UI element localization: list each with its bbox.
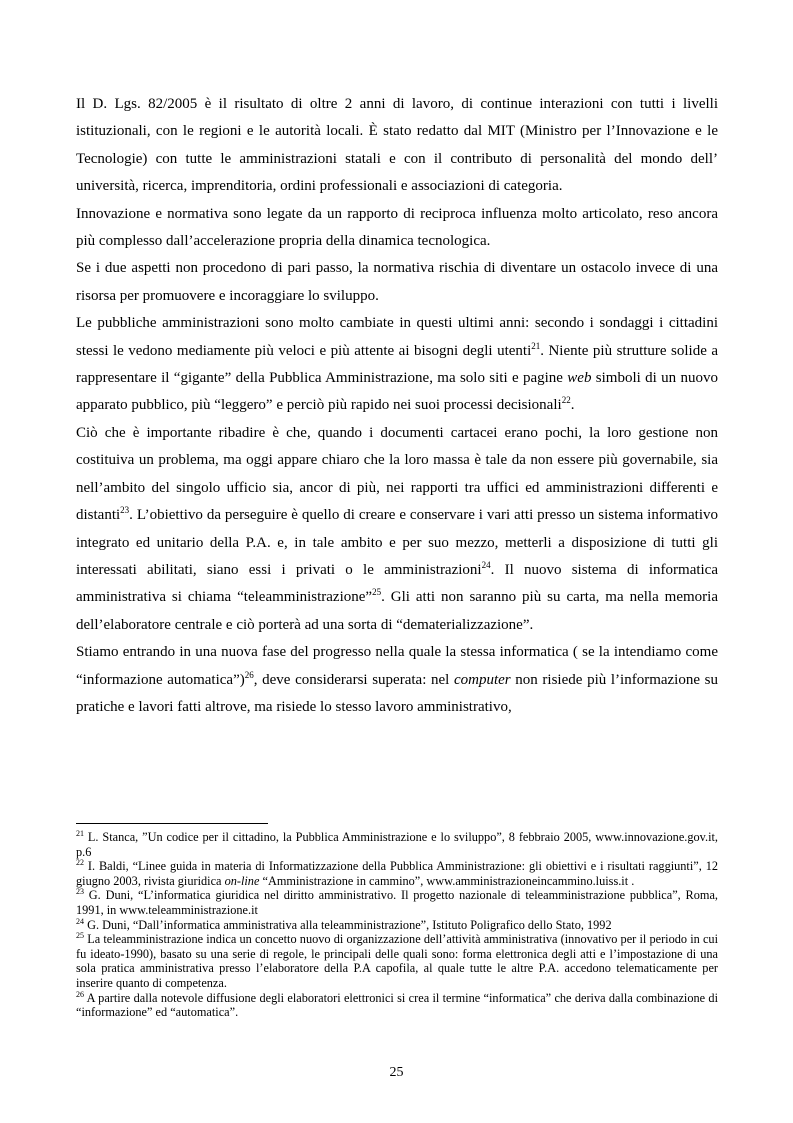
footnote-number: 25: [76, 931, 84, 941]
footnote-ref[interactable]: 24: [481, 559, 491, 570]
footnote-ref[interactable]: 23: [120, 505, 130, 516]
paragraph-text: . Gli atti non saranno più su carta, ma nella memoria dell’elaboratore centrale e ciò porterà ad una sorta di “dematerializzazione”.: [76, 589, 718, 633]
paragraph-2: [76, 201, 718, 256]
footnote-number: 21: [76, 829, 84, 838]
footnote-ref[interactable]: 25: [372, 587, 382, 598]
footnote-22: [76, 859, 718, 888]
footnote-number: 26: [76, 989, 84, 999]
footnote-text: L. Stanca, ”Un codice per il cittadino, la Pubblica Amministrazione e lo sviluppo”, 8 febbraio 2005, www.innovazione.gov.it, p.6: [76, 830, 718, 859]
footnote-separator: [76, 823, 268, 824]
paragraph-text: non risiede più l’informazione su pratiche e lavori fatti altrove, ma risiede lo stesso lavoro amministrativo,: [76, 671, 718, 715]
page-number: 25: [389, 1065, 404, 1080]
footnote-26: [76, 991, 718, 1020]
footnote-number: 24: [76, 916, 84, 926]
paragraph-6: [76, 639, 718, 721]
footnote-text: G. Duni, “Dall’informatica amministrativa alla teleamministrazione”, Istituto Poligrafico dello Stato, 1992: [84, 917, 612, 932]
footnote-text: I. Baldi, “Linee guida in materia di Informatizzazione della Pubblica Amministrazione: gli obiettivi e i risultati raggiunti”, 12 giugno 2003, rivista giuridica: [76, 859, 718, 888]
paragraph-text: , deve considerarsi superata: nel: [253, 671, 454, 688]
footnote-ref[interactable]: 22: [561, 395, 571, 406]
paragraph-text: simboli di un nuovo apparato pubblico, più “leggero” e perciò più rapido nei suoi processi decisionali: [76, 370, 718, 414]
footnote-number: 23: [76, 887, 84, 897]
footnote-23: [76, 888, 718, 917]
paragraph-text: Se i due aspetti non procedono di pari passo, la normativa rischia di diventare un ostacolo invece di una risorsa per promuovere e incoraggiare lo sviluppo.: [76, 260, 718, 304]
paragraph-text: Innovazione e normativa sono legate da un rapporto di reciproca influenza molto articolato, reso ancora più complesso dall’accelerazione propria della dinamica tecnologica.: [76, 205, 718, 250]
paragraph-4: [76, 310, 718, 420]
footnote-ref[interactable]: 26: [244, 669, 254, 680]
footnote-number: 22: [76, 858, 84, 868]
footnote-24: [76, 918, 718, 933]
paragraph-text: . Niente più strutture solide a rappresentare il “gigante” della Pubblica Amministrazione, ma solo siti e pagine: [76, 342, 718, 387]
italic-term: web: [567, 370, 592, 387]
footnote-text: “Amministrazione in cammino”, www.amministrazioneincammino.luiss.it .: [259, 873, 635, 888]
paragraph-5: [76, 420, 718, 639]
footnote-text: La teleamministrazione indica un concetto nuovo di organizzazione dell’attività amministrativa (innovativo per il periodo in cui fu ideato-1990), basato su una serie di regole, le principali delle quali sono: forma elettronica degli atti e l’impostazione di una sola pratica amministrativa presso l’elaboratore della P.A capofila, al quale tutte le altre P.A. accedono telematicamente per inserire quanto di competenza.: [76, 932, 718, 990]
footnote-text: G. Duni, “L’informatica giuridica nel diritto amministrativo. Il progetto nazionale di teleamministrazione pubblica”, Roma, 1991, in www.teleamministrazione.it: [76, 888, 718, 917]
footnote-text: A partire dalla notevole diffusione degli elaboratori elettronici si crea il termine “informatica” che deriva dalla combinazione di “informazione” ed “automatica”.: [76, 990, 718, 1020]
paragraph-text: Il D. Lgs. 82/2005 è il risultato di oltre 2 anni di lavoro, di continue interazioni con tutti i livelli istituzionali, con le regioni e le autorità locali. È stato redatto dal MIT (Ministro per l’Innovazione e le Tecnologie) con tutte le amministrazioni statali e con il contributo di personalità del mondo dell’ università, ricerca, imprenditoria, ordini professionali e associazioni di categoria.: [76, 96, 718, 195]
footnote-italic: on-line: [224, 873, 260, 888]
paragraph-3: [76, 255, 718, 310]
paragraph-text: Le pubbliche amministrazioni sono molto cambiate in questi ultimi anni: secondo i sondaggi i cittadini stessi le vedono mediamente più veloci e più attente ai bisogni degli utenti: [76, 315, 718, 359]
paragraph-text: . L’obiettivo da perseguire è quello di creare e conservare i vari atti presso un sistema informativo integrato ed unitario della P.A. e, in tale ambito e per suo mezzo, metterli a disposizione di tutti gli interessati abilitati, siano essi i privati o le amministrazioni: [76, 507, 718, 578]
footnote-ref[interactable]: 21: [531, 340, 541, 351]
paragraph-1: [76, 91, 718, 201]
paragraph-text: .: [570, 397, 575, 414]
footnotes: [76, 830, 718, 1020]
body-text: [76, 91, 718, 721]
footnote-21: [76, 830, 718, 859]
paragraph-text: Stiamo entrando in una nuova fase del progresso nella quale la stessa informatica ( se la intendiamo come “informazione automatica”): [76, 644, 718, 688]
italic-term: computer: [453, 671, 511, 688]
footnote-25: [76, 932, 718, 990]
paragraph-text: Ciò che è importante ribadire è che, quando i documenti cartacei erano pochi, la loro gestione non costituiva un problema, ma oggi appare chiaro che la loro massa è tale da non essere più governabile, sia nell’ambito del singolo ufficio sia, ancor di più, nei rapporti tra uffici ed amministrazioni differenti e distanti: [76, 424, 718, 524]
paragraph-text: . Il nuovo sistema di informatica amministrativa si chiama “teleamministrazione”: [76, 561, 718, 606]
